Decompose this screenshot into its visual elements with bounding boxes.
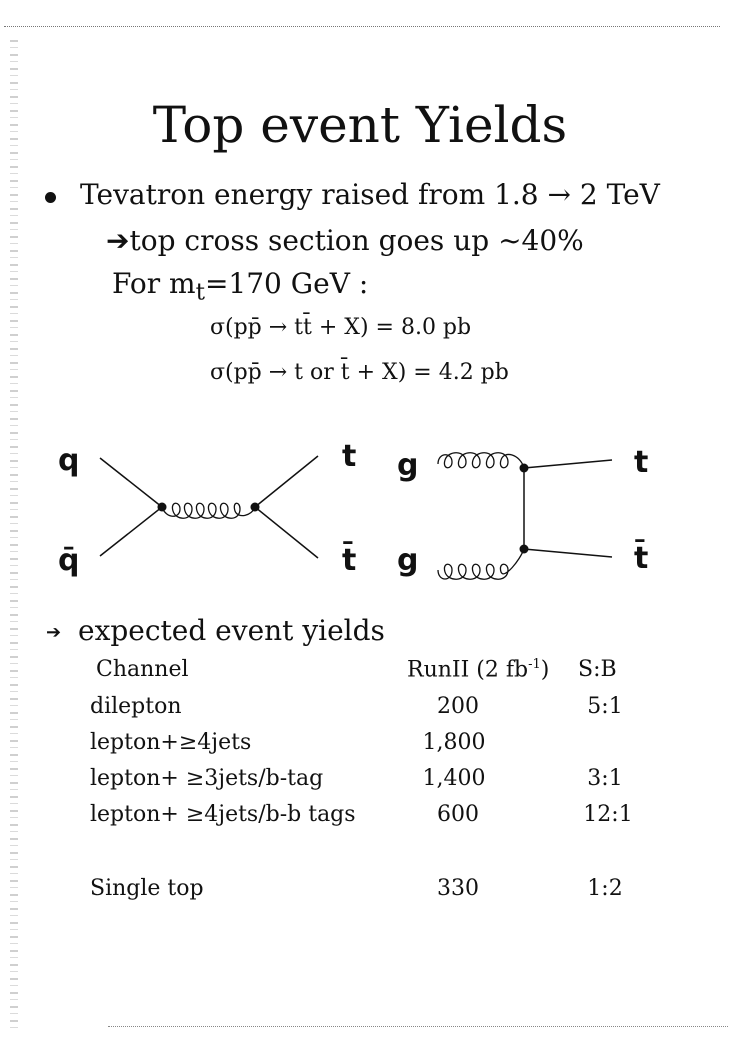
table-header-sb: S:B — [578, 657, 617, 682]
cell-sb: 12:1 — [583, 802, 633, 827]
feynman-diagram-qq-annihilation — [58, 439, 356, 578]
cell-sb: 5:1 — [587, 694, 623, 719]
cell-sb: 3:1 — [587, 766, 623, 791]
antitop-line-out-right — [524, 549, 612, 557]
cross-section-text: top cross section goes up ~40% — [129, 224, 584, 257]
bullet-line-energy: Tevatron energy raised from 1.8 → 2 TeV — [80, 178, 660, 211]
slide-title: Top event Yields — [152, 96, 568, 154]
cell-sb: 1:2 — [587, 876, 623, 901]
gluon-propagator — [162, 503, 255, 518]
mass-suffix: =170 GeV : — [204, 267, 369, 300]
label-antiquark-in: q̄ — [58, 543, 80, 578]
cell-channel: lepton+≥4jets — [90, 730, 252, 755]
section-heading: expected event yields — [78, 614, 385, 647]
label-antitop-out-right: t̄ — [634, 541, 649, 576]
vertex-top — [520, 464, 529, 473]
label-top-out-right: t — [634, 445, 649, 480]
antiquark-line-in — [100, 507, 162, 556]
arrow-right-icon: ➔ — [106, 224, 130, 257]
mass-subscript: t — [195, 277, 205, 306]
cell-channel: lepton+ ≥4jets/b-b tags — [90, 802, 356, 827]
top-line-out — [255, 456, 318, 507]
label-gluon-in-top: g — [397, 448, 419, 483]
table-header-channel: Channel — [96, 657, 189, 682]
label-quark-in: q — [58, 443, 80, 478]
cell-yield: 1,400 — [422, 766, 486, 791]
antitop-line-out — [255, 507, 318, 558]
vertex-right — [251, 503, 260, 512]
bullet-line-top-mass — [112, 267, 368, 306]
cell-channel: dilepton — [90, 694, 182, 719]
vertex-bottom — [520, 545, 529, 554]
bullet-dot-icon — [45, 192, 56, 203]
cell-yield: 600 — [437, 802, 479, 827]
top-dotted-border — [4, 26, 720, 27]
label-top-out: t — [342, 439, 357, 474]
bullet-line-cross-section — [106, 224, 584, 257]
formula-ttbar: σ(pp̄ → tt̄ + X) = 8.0 pb — [210, 315, 472, 340]
cell-yield: 200 — [437, 694, 479, 719]
bottom-dotted-border — [108, 1026, 728, 1027]
cell-channel: lepton+ ≥3jets/b-tag — [90, 766, 324, 791]
cell-yield: 1,800 — [422, 730, 486, 755]
cell-channel: Single top — [90, 876, 204, 901]
cell-yield: 330 — [437, 876, 479, 901]
label-gluon-in-bottom: g — [397, 543, 419, 578]
feynman-diagram-gg-fusion — [397, 445, 648, 579]
formula-single-top: σ(pp̄ → t or t̄ + X) = 4.2 pb — [210, 360, 509, 385]
vertex-left — [158, 503, 167, 512]
yield-header-sup: -1 — [528, 657, 541, 672]
label-antitop-out: t̄ — [342, 543, 357, 578]
gluon-in-top — [438, 453, 524, 468]
gluon-in-bottom — [438, 549, 524, 579]
table-header-yield — [407, 657, 549, 682]
feynman-diagrams — [0, 420, 750, 600]
arrow-bullet-icon: ➔ — [46, 622, 62, 643]
mass-prefix: For m — [112, 267, 196, 300]
top-line-out-right — [524, 460, 612, 468]
yield-header-suffix: ) — [540, 657, 550, 683]
yield-header-prefix: RunII (2 fb — [407, 657, 529, 683]
quark-line-in — [100, 458, 162, 507]
